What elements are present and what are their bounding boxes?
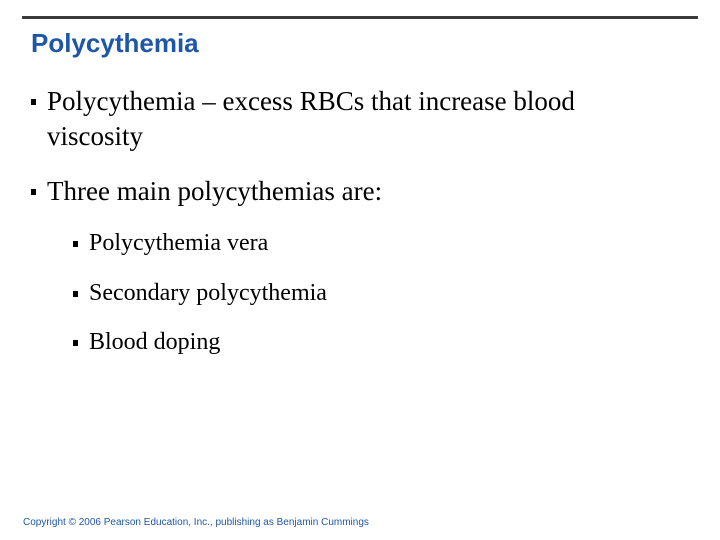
title-rule (22, 16, 698, 19)
bullet-marker-icon (31, 99, 36, 105)
copyright-footer: Copyright © 2006 Pearson Education, Inc., publishing as Benjamin Cummings (23, 517, 369, 528)
bullet-item-2: Three main polycythemias are: (47, 176, 383, 206)
sub-bullet-item-2: Secondary polycythemia (89, 280, 327, 306)
bullet-item-1: Polycythemia – excess RBCs that increase blood viscosity (47, 86, 575, 151)
sub-bullet-marker-icon (73, 291, 78, 297)
sub-bullet-item-3: Blood doping (89, 329, 221, 355)
bullet-marker-icon (31, 189, 36, 195)
slide-title: Polycythemia (31, 28, 199, 58)
sub-bullet-marker-icon (73, 340, 78, 346)
sub-bullet-item-1: Polycythemia vera (89, 230, 269, 256)
sub-bullet-marker-icon (73, 241, 78, 247)
